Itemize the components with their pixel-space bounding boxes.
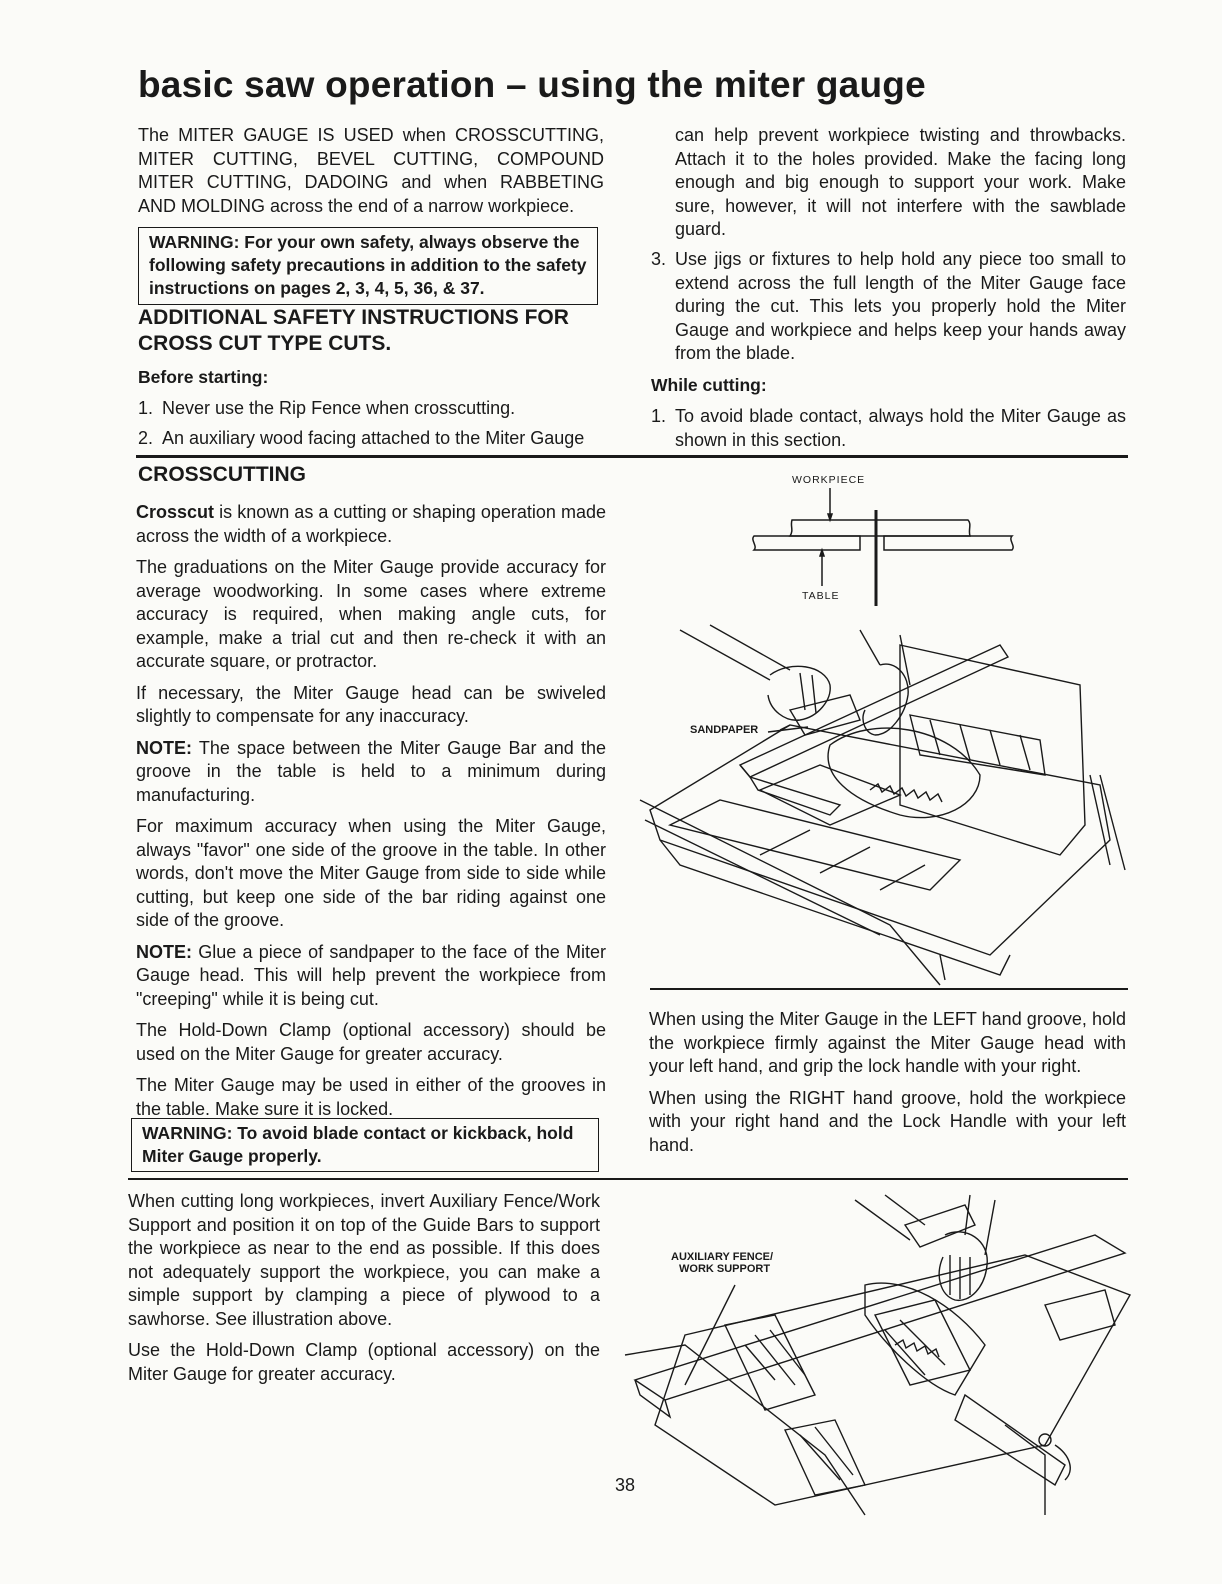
bottom-divider (128, 1178, 1128, 1180)
auxiliary-fence-illustration (625, 1195, 1130, 1515)
favor-paragraph: For maximum accuracy when using the Miter Gauge, always "favor" one side of the groove in the table. In other words, don't move the Miter Gauge from side to side while cutting, but keep one side of the bar riding against one side of the groove. (136, 816, 606, 930)
while-cutting-list (651, 405, 1126, 452)
workpiece-label: WORKPIECE (792, 474, 866, 486)
page-title: basic saw operation – using the miter gauge (138, 64, 926, 105)
crosscut-paragraph: Crosscut is known as a cutting or shaping operation made across the width of a workpiece. (136, 502, 606, 546)
hold-down-clamp-paragraph: Use the Hold-Down Clamp (optional accessory) on the Miter Gauge for greater accuracy. (128, 1340, 600, 1384)
safety-warning-box: WARNING: For your own safety, always observe the following safety precautions in addition to the safety instructions on pages 2, 3, 4, 5, 36, & 37. (138, 227, 598, 305)
graduations-paragraph: The graduations on the Miter Gauge provide accuracy for average woodworking. In some cases where extreme accuracy is required, when making angle cuts, for example, make a trial cut and then re-check it with an accurate square, or protractor. (136, 557, 606, 671)
page-number: 38 (615, 1475, 636, 1495)
item2-continuation: can help prevent workpiece twisting and throwbacks. Attach it to the holes provided. Make the facing long enough and big enough to support your work. Make sure, however, it will not interfere with the sawblade guard. (675, 125, 1126, 239)
item3-list (651, 248, 1126, 366)
grooves-paragraph: The Miter Gauge may be used in either of the grooves in the table. Make sure it is locked. (136, 1075, 606, 1119)
miter-gauge-illustration (640, 625, 1130, 985)
right-groove-paragraph: When using the RIGHT hand groove, hold the workpiece with your right hand and the Lock Handle with your left hand. (649, 1087, 1126, 1155)
note-1: NOTE: The space between the Miter Gauge Bar and the groove in the table is held to a minimum during manufacturing. (136, 737, 606, 805)
list-item: 3. Use jigs or fixtures to help hold any piece too small to extend across the full length of the Miter Gauge face during the cut. This lets you properly hold the Miter Gauge and workpiece and helps keep your hands away from the blade. (651, 249, 1126, 363)
before-starting-heading: Before starting: (138, 367, 269, 387)
crosscutting-body (136, 501, 606, 1121)
table-label: TABLE (802, 590, 840, 602)
crosscutting-heading: CROSSCUTTING (138, 463, 306, 486)
left-groove-paragraph: When using the Miter Gauge in the LEFT hand groove, hold the workpiece firmly against the Miter Gauge head with your left hand, and grip the lock handle with your right. (649, 1009, 1126, 1076)
list-item: 1. Never use the Rip Fence when crosscutting. (138, 398, 516, 418)
before-starting-list (138, 397, 608, 450)
kickback-warning-box: WARNING: To avoid blade contact or kickback, hold Miter Gauge properly. (131, 1118, 599, 1172)
list-item: 1. To avoid blade contact, always hold the Miter Gauge as shown in this section. (651, 406, 1126, 450)
workpiece-table-diagram (740, 486, 1030, 606)
list-item: 2. An auxiliary wood facing attached to the Miter Gauge (138, 427, 585, 448)
section-divider (136, 455, 1128, 458)
long-workpiece-paragraph: When cutting long workpieces, invert Auxiliary Fence/Work Support and position it on top of the Guide Bars to support the workpiece as near to the end as possible. If this does not adequately support the workpiece, you can make a simple support by clamping a piece of plywood to a sawhorse. See illustration above. (128, 1191, 600, 1329)
swivel-paragraph: If necessary, the Miter Gauge head can be swiveled slightly to compensate for any inaccuracy. (136, 682, 606, 726)
sandpaper-label: SANDPAPER (690, 724, 759, 736)
long-workpiece-section (128, 1190, 600, 1386)
note-2: NOTE: Glue a piece of sandpaper to the face of the Miter Gauge head. This will help prevent the workpiece from "creeping" while it is being cut. (136, 941, 606, 1009)
auxiliary-fence-label: AUXILIARY FENCE/ WORK SUPPORT (671, 1251, 774, 1275)
intro-paragraph: The MITER GAUGE IS USED when CROSSCUTTING, MITER CUTTING, BEVEL CUTTING, COMPOUND MITER CUTTING, DADOING and when RABBETING AND MOLDING across the end of a narrow workpiece. (138, 125, 604, 216)
groove-instructions (649, 1008, 1126, 1157)
while-cutting-heading: While cutting: (651, 375, 767, 395)
hold-down-paragraph: The Hold-Down Clamp (optional accessory) should be used on the Miter Gauge for greater accuracy. (136, 1020, 606, 1064)
safety-heading: ADDITIONAL SAFETY INSTRUCTIONS FOR CROSS CUT TYPE CUTS. (138, 306, 569, 355)
figure-divider (650, 988, 1128, 990)
